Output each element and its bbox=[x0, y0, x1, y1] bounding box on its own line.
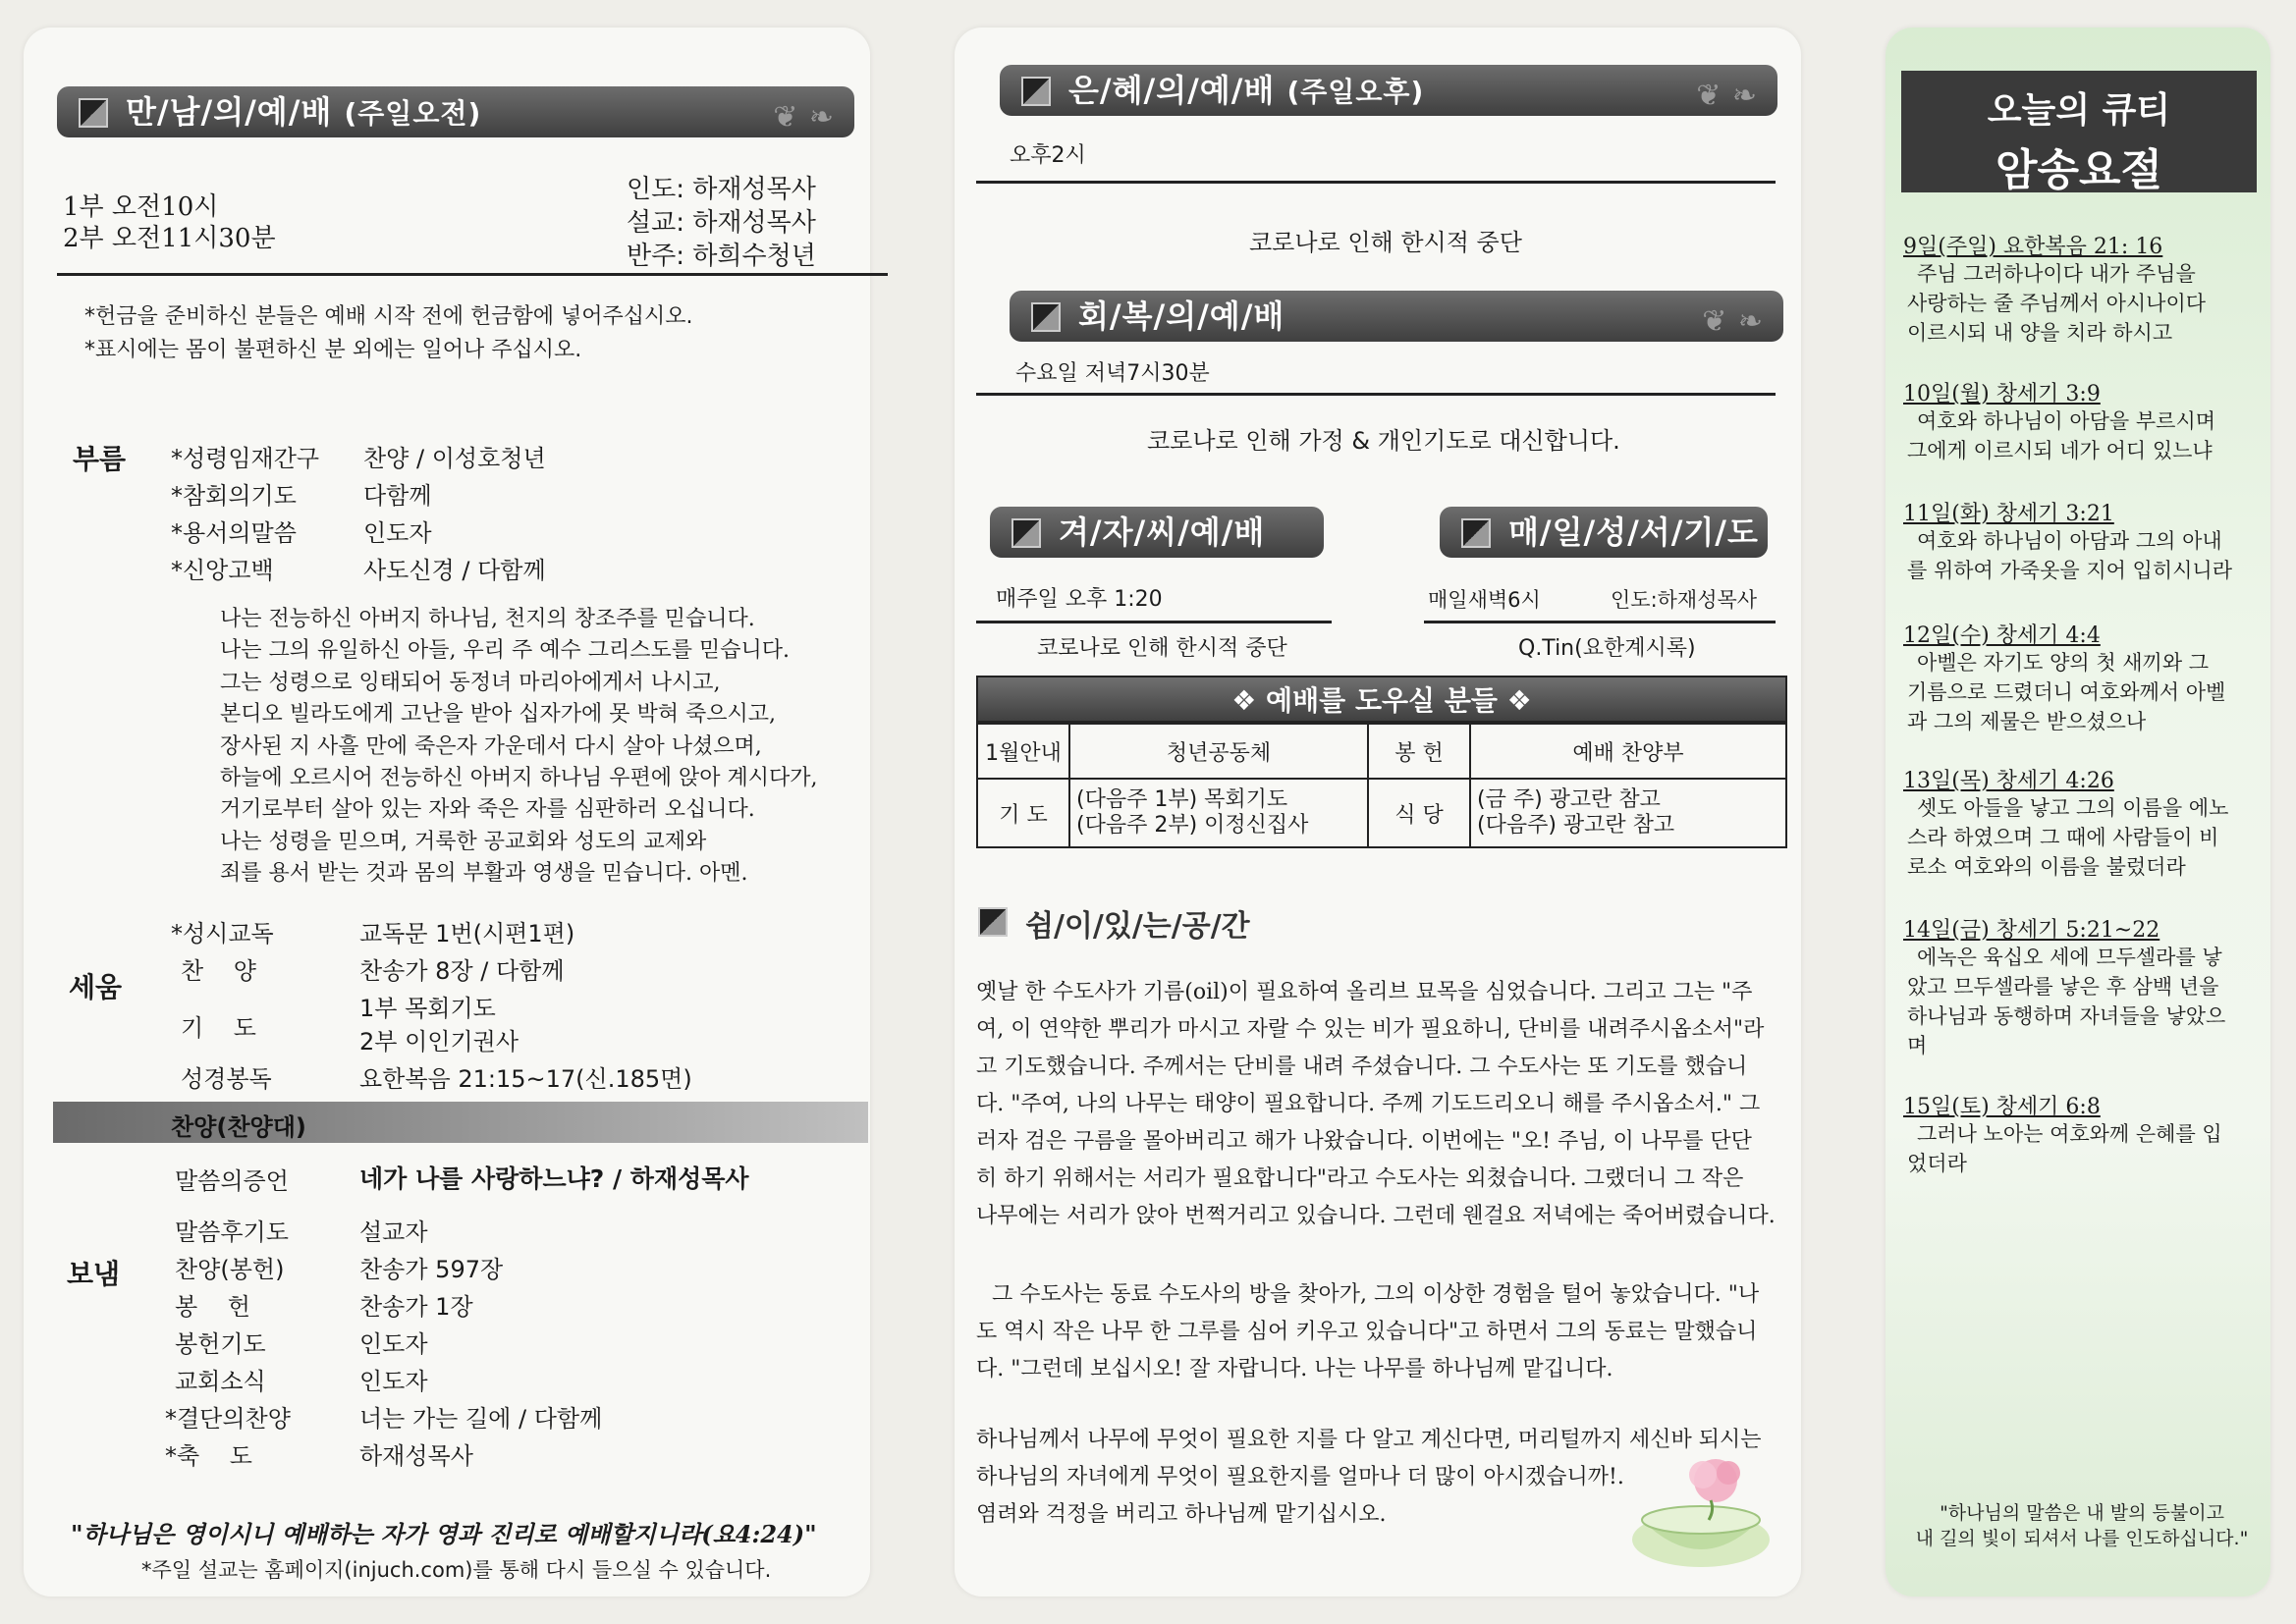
order-detail: 너는 가는 길에 / 다함께 bbox=[359, 1405, 603, 1433]
order-detail: 다함께 bbox=[363, 482, 432, 510]
order-item: 말씀의증언 bbox=[175, 1167, 289, 1195]
verse-line: 이르시되 내 양을 치라 하시고 bbox=[1907, 321, 2173, 345]
divider bbox=[1424, 621, 1776, 623]
qt-title-line1: 오늘의 큐티 bbox=[1987, 90, 2171, 131]
story-line: 러자 검은 구름을 몰아버리고 해가 나왔습니다. 이번에는 "오! 주님, 이 나무를 단단 bbox=[976, 1129, 1752, 1154]
notice-2: *표시에는 몸이 불편하신 분 외에는 일어나 주십시오. bbox=[84, 338, 582, 362]
table-cell: 예배 찬양부 bbox=[1470, 724, 1786, 779]
square-bullet-icon bbox=[79, 98, 108, 128]
verse-text bbox=[1907, 1119, 2251, 1178]
service-time-2: 2부 오전11시30분 bbox=[63, 224, 276, 253]
verse-reference: 9일(주일) 요한복음 21: 16 bbox=[1903, 235, 2163, 259]
table-cell bbox=[1470, 779, 1786, 847]
order-item: 기 도 bbox=[181, 1014, 256, 1042]
verse-line: 사랑하는 줄 주님께서 아시나이다 bbox=[1907, 292, 2207, 315]
verse-reference: 11일(화) 창세기 3:21 bbox=[1903, 502, 2114, 526]
creed-line: 죄를 용서 받는 것과 몸의 부활과 영생을 믿습니다. 아멘. bbox=[220, 861, 748, 887]
creed-line: 하늘에 오르시어 전능하신 아버지 하나님 우편에 앉아 계시다가, bbox=[220, 766, 818, 791]
apostles-creed bbox=[220, 604, 868, 891]
verse-line: 그러나 노아는 여호와께 은혜를 입 bbox=[1917, 1122, 2222, 1146]
order-item: *참회의기도 bbox=[171, 482, 297, 510]
story-line: 염려와 걱정을 버리고 하나님께 맡기십시오. bbox=[976, 1502, 1387, 1527]
grace-status: 코로나로 인해 한시적 중단 bbox=[1249, 229, 1522, 256]
daily-prayer-title bbox=[1440, 507, 1768, 558]
order-detail: 요한복음 21:15~17(신.185면) bbox=[359, 1065, 692, 1093]
story-line: 여, 이 연약한 뿌리가 마시고 자랄 수 있는 비가 필요하니, 단비를 내려주시옵소서"라 bbox=[976, 1017, 1765, 1042]
verse-line: 주님 그러하나이다 내가 주님을 bbox=[1917, 262, 2196, 286]
meal-line: (금 주) 광고란 참고 bbox=[1477, 787, 1661, 812]
story-line: 나무에는 서리가 앉아 번쩍거리고 있습니다. 그런데 웬걸요 저녁에는 죽어버렸습니다. bbox=[976, 1204, 1776, 1228]
daily-status: Q.Tin(요한계시록) bbox=[1518, 636, 1696, 661]
order-item: 봉헌기도 bbox=[175, 1330, 266, 1358]
qt-footer bbox=[1905, 1500, 2259, 1551]
table-cell: 봉 헌 bbox=[1368, 724, 1470, 779]
order-detail: 설교자 bbox=[359, 1218, 428, 1246]
sermon-detail: 네가 나를 사랑하느냐? / 하재성목사 bbox=[359, 1164, 749, 1193]
order-item: *용서의말씀 bbox=[171, 519, 297, 547]
verse-reference: 13일(목) 창세기 4:26 bbox=[1903, 769, 2114, 793]
story-line: 다. "그런데 보십시오! 잘 자랍니다. 나는 나무를 하나님께 맡깁니다. bbox=[976, 1357, 1613, 1381]
title-suffix: (주일오전) bbox=[344, 97, 482, 130]
verse-line: 하나님과 동행하며 자녀들을 낳았으 bbox=[1907, 1004, 2226, 1028]
verse-line: 셋도 아들을 낳고 그의 이름을 에노 bbox=[1917, 796, 2229, 820]
order-item: 성경봉독 bbox=[181, 1065, 272, 1093]
mustard-time: 매주일 오후 1:20 bbox=[996, 587, 1163, 612]
footer-note: *주일 설교는 홈페이지(injuch.com)를 통해 다시 들으실 수 있습니다. bbox=[141, 1558, 772, 1582]
table-cell bbox=[1069, 779, 1368, 847]
notice-1: *헌금을 준비하신 분들은 예배 시작 전에 헌금함에 넣어주십시오. bbox=[84, 304, 693, 329]
verse-line: 었더라 bbox=[1907, 1152, 1967, 1175]
divider bbox=[976, 621, 1332, 623]
order-detail: 인도자 bbox=[359, 1368, 428, 1395]
table-cell: 기 도 bbox=[977, 779, 1069, 847]
worship-info-panel bbox=[955, 27, 1801, 1597]
verse-text bbox=[1907, 648, 2251, 736]
square-bullet-icon bbox=[1031, 302, 1061, 332]
order-detail: 교독문 1번(시편1편) bbox=[359, 920, 575, 947]
story-line: 옛날 한 수도사가 기름(oil)이 필요하여 올리브 묘목을 심었습니다. 그리고 그는 "주 bbox=[976, 980, 1753, 1004]
daily-time: 매일새벽6시 bbox=[1428, 588, 1541, 612]
leader-line: 인도: 하재성목사 bbox=[627, 175, 816, 204]
verse-text bbox=[1907, 406, 2251, 465]
recovery-time: 수요일 저녁7시30분 bbox=[1015, 361, 1210, 386]
title-text: 회/복/의/예/배 bbox=[1078, 298, 1285, 335]
verse-reference: 15일(토) 창세기 6:8 bbox=[1903, 1095, 2101, 1119]
verse-line: 로소 여호와의 이름을 불렀더라 bbox=[1907, 855, 2186, 879]
teacup-flower-icon bbox=[1613, 1441, 1799, 1579]
qt-header bbox=[1901, 71, 2257, 195]
table-cell: 청년공동체 bbox=[1069, 724, 1368, 779]
verse-text bbox=[1907, 259, 2251, 348]
floral-ornament-icon: ❦ ❧ bbox=[1702, 304, 1764, 339]
creed-line: 그는 성령으로 잉태되어 동정녀 마리아에게서 나시고, bbox=[220, 670, 721, 695]
order-item: 봉 헌 bbox=[175, 1293, 250, 1321]
divider bbox=[57, 273, 888, 276]
verse-line: 기름으로 드렸더니 여호와께서 아벨 bbox=[1907, 680, 2226, 704]
verse-line: 여호와 하나님이 아담과 그의 아내 bbox=[1917, 529, 2222, 553]
floral-ornament-icon: ❦ ❧ bbox=[773, 100, 835, 135]
story-line: 히 하기 위해서는 서리가 필요합니다"라고 수도사는 외쳤습니다. 그랬더니 그 작은 bbox=[976, 1166, 1744, 1191]
order-item: 교회소식 bbox=[175, 1368, 266, 1395]
order-item: *축 도 bbox=[165, 1442, 252, 1470]
daily-leader: 인도:하재성목사 bbox=[1611, 588, 1758, 612]
meal-line: (다음주) 광고란 참고 bbox=[1477, 813, 1675, 838]
verse-line: 아벨은 자기도 양의 첫 새끼와 그 bbox=[1917, 651, 2210, 675]
sunday-morning-panel bbox=[24, 27, 870, 1597]
story-paragraph-2 bbox=[976, 1276, 1779, 1388]
title-text: 쉼/이/있/는/공/간 bbox=[1025, 909, 1250, 944]
square-bullet-icon bbox=[1021, 77, 1051, 106]
helpers-table-header: ❖ 예배를 도우실 분들 ❖ bbox=[976, 676, 1787, 723]
section-send-label: 보냄 bbox=[67, 1258, 121, 1290]
order-detail: 인도자 bbox=[363, 519, 432, 547]
divider bbox=[976, 181, 1776, 184]
order-detail: 2부 이인기권사 bbox=[359, 1028, 519, 1056]
square-bullet-icon bbox=[978, 907, 1008, 937]
footer-line: 내 길의 빛이 되셔서 나를 인도하십니다." bbox=[1915, 1528, 2249, 1549]
verse-reference: 10일(월) 창세기 3:9 bbox=[1903, 382, 2101, 406]
choir-label: 찬양(찬양대) bbox=[171, 1113, 306, 1141]
verse-text bbox=[1907, 526, 2251, 585]
creed-line: 나는 성령을 믿으며, 거룩한 공교회와 성도의 교제와 bbox=[220, 829, 707, 854]
mustard-status: 코로나로 인해 한시적 중단 bbox=[1037, 636, 1287, 661]
order-item: *성령임재간구 bbox=[171, 445, 320, 472]
title-text: 은/혜/의/예/배 bbox=[1068, 72, 1276, 109]
title-text: 매/일/성/서/기/도 bbox=[1508, 514, 1759, 551]
mustard-worship-title bbox=[990, 507, 1324, 558]
helpers-table bbox=[976, 723, 1787, 848]
daily-qt-panel bbox=[1886, 27, 2270, 1597]
verse-text bbox=[1907, 943, 2251, 1060]
order-detail: 찬송가 8장 / 다함께 bbox=[359, 957, 565, 985]
table-row bbox=[977, 724, 1786, 779]
footer-line: "하나님의 말씀은 내 발의 등불이고 bbox=[1940, 1502, 2224, 1524]
verse-line: 그에게 이르시되 네가 어디 있느냐 bbox=[1907, 439, 2213, 462]
accompanist-line: 반주: 하희수청년 bbox=[627, 242, 816, 271]
order-detail: 인도자 bbox=[359, 1330, 428, 1358]
order-item: 찬양(봉헌) bbox=[175, 1256, 285, 1283]
story-line: 다. "주여, 나의 나무는 태양이 필요합니다. 주께 기도드리오니 해를 주시옵소서." 그 bbox=[976, 1092, 1761, 1116]
story-line: 하나님께서 나무에 무엇이 필요한 지를 다 알고 계신다면, 머리털까지 세신바 되시는 bbox=[976, 1428, 1762, 1452]
story-line: 도 역시 작은 나무 한 그루를 심어 키우고 있습니다"고 하면서 그의 동료는 말했습니 bbox=[976, 1320, 1758, 1344]
verse-line: 스라 하였으며 그 때에 사람들이 비 bbox=[1907, 826, 2219, 849]
order-detail: 사도신경 / 다함께 bbox=[363, 557, 546, 584]
choir-bar bbox=[53, 1102, 868, 1143]
story-line: 하나님의 자녀에게 무엇이 필요한지를 얼마나 더 많이 아시겠습니까!. bbox=[976, 1465, 1624, 1489]
verse-line: 과 그의 제물은 받으셨으나 bbox=[1907, 710, 2147, 733]
grace-worship-title bbox=[1000, 65, 1777, 116]
order-detail: 찬송가 1장 bbox=[359, 1293, 473, 1321]
order-item: *결단의찬양 bbox=[165, 1405, 291, 1433]
square-bullet-icon bbox=[1011, 518, 1041, 548]
order-detail: 찬양 / 이성호청년 bbox=[363, 445, 546, 472]
verse-line: 았고 므두셀라를 낳은 후 삼백 년을 bbox=[1907, 975, 2219, 999]
table-cell: 1월안내 bbox=[977, 724, 1069, 779]
order-detail: 1부 목회기도 bbox=[359, 995, 496, 1022]
floral-ornament-icon: ❦ ❧ bbox=[1696, 79, 1758, 113]
recovery-status: 코로나로 인해 가정 & 개인기도로 대신합니다. bbox=[1147, 427, 1620, 455]
prayer-line: (다음주 1부) 목회기도 bbox=[1076, 787, 1288, 812]
service-time-1: 1부 오전10시 bbox=[63, 192, 219, 222]
creed-line: 본디오 빌라도에게 고난을 받아 십자가에 못 박혀 죽으시고, bbox=[220, 702, 776, 728]
order-item: 찬 양 bbox=[181, 957, 256, 985]
qt-title-line2: 암송요절 bbox=[1995, 145, 2162, 195]
verse-line: 며 bbox=[1907, 1034, 1928, 1057]
verse-line: 에녹은 육십오 세에 므두셀라를 낳 bbox=[1917, 946, 2222, 969]
order-detail: 하재성목사 bbox=[359, 1442, 473, 1470]
order-detail: 찬송가 597장 bbox=[359, 1256, 504, 1283]
verse-reference: 12일(수) 창세기 4:4 bbox=[1903, 623, 2101, 648]
verse-reference: 14일(금) 창세기 5:21~22 bbox=[1903, 918, 2160, 943]
order-item: 말씀후기도 bbox=[175, 1218, 289, 1246]
preacher-line: 설교: 하재성목사 bbox=[627, 208, 816, 238]
creed-line: 거기로부터 살아 있는 자와 죽은 자를 심판하러 오십니다. bbox=[220, 797, 755, 823]
grace-time: 오후2시 bbox=[1010, 143, 1086, 168]
order-item: *신앙고백 bbox=[171, 557, 274, 584]
verse-text bbox=[1907, 793, 2251, 882]
morning-worship-title bbox=[57, 86, 854, 137]
divider bbox=[976, 393, 1776, 396]
title-text: 만/남/의/예/배 bbox=[126, 93, 333, 131]
prayer-line: (다음주 2부) 이정신집사 bbox=[1076, 813, 1309, 838]
creed-line: 나는 그의 유일하신 아들, 우리 주 예수 그리스도를 믿습니다. bbox=[220, 638, 790, 664]
verse-line: 여호와 하나님이 아담을 부르시며 bbox=[1917, 409, 2216, 433]
table-row bbox=[977, 779, 1786, 847]
story-line: 고 기도했습니다. 주께서는 단비를 내려 주셨습니다. 그 수도사는 또 기도를 했습니 bbox=[976, 1055, 1748, 1079]
square-bullet-icon bbox=[1461, 518, 1491, 548]
order-item: *성시교독 bbox=[171, 920, 274, 947]
story-line: 그 수도사는 동료 수도사의 방을 찾아가, 그의 이상한 경험을 털어 놓았습니다. "나 bbox=[992, 1282, 1760, 1307]
creed-line: 장사된 지 사흘 만에 죽은자 가운데서 다시 살아 나셨으며, bbox=[220, 733, 762, 759]
verse-line: 를 위하여 가죽옷을 지어 입히시니라 bbox=[1907, 559, 2232, 582]
table-cell: 식 당 bbox=[1368, 779, 1470, 847]
footer-quote: "하나님은 영이시니 예배하는 자가 영과 진리로 예배할지니라(요4:24)" bbox=[71, 1520, 817, 1548]
creed-line: 나는 전능하신 아버지 하나님, 천지의 창조주를 믿습니다. bbox=[220, 607, 755, 631]
title-text: 겨/자/씨/예/배 bbox=[1059, 514, 1266, 551]
section-build-label: 세움 bbox=[69, 971, 123, 1003]
title-suffix: (주일오후) bbox=[1286, 76, 1425, 108]
section-call-label: 부름 bbox=[73, 443, 127, 475]
story-paragraph-1 bbox=[976, 974, 1779, 1235]
recovery-worship-title bbox=[1010, 291, 1783, 342]
